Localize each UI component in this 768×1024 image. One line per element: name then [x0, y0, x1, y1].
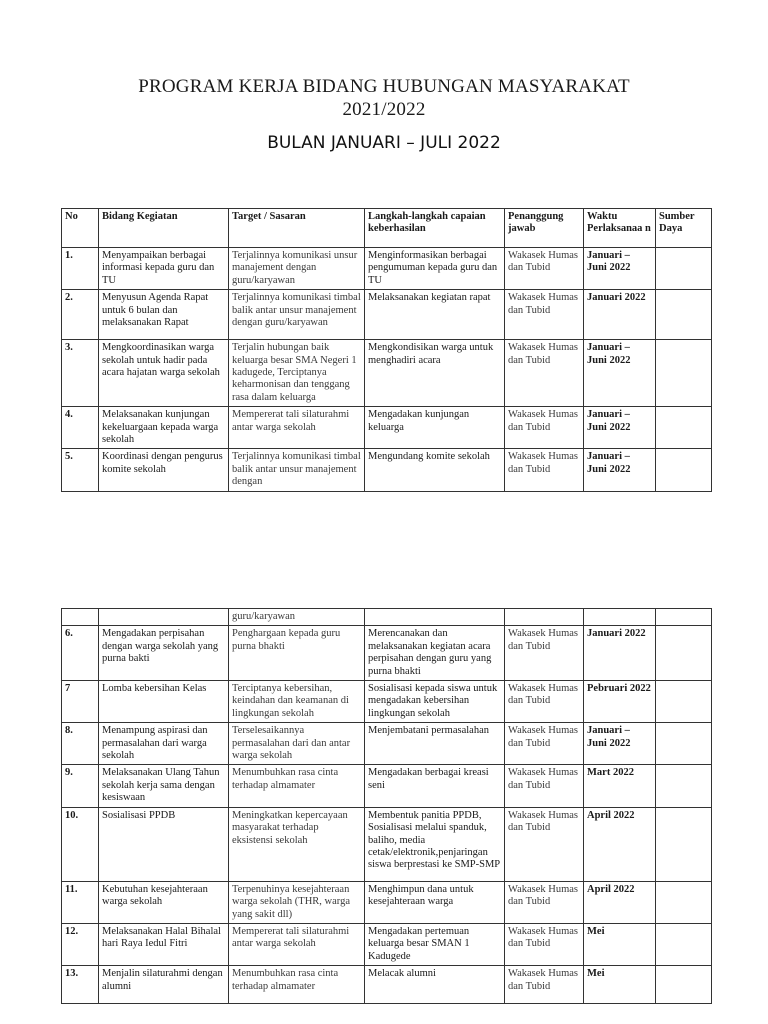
cell-langkah: Mengkondisikan warga untuk menghadiri acara [365, 340, 505, 407]
cell-pj: Wakasek Humas dan Tubid [505, 923, 584, 965]
cell-kegiatan: Menyampaikan berbagai informasi kepada guru dan TU [99, 248, 229, 290]
cell-target: Terselesaikannya permasalahan dari dan antar warga sekolah [229, 723, 365, 765]
cell-kegiatan: Menjalin silaturahmi dengan alumni [99, 966, 229, 1004]
cell-no: 7 [62, 681, 99, 723]
cell-no: 5. [62, 449, 99, 491]
cell-sumber [656, 723, 712, 765]
cell-target: Meningkatkan kepercayaan masyarakat terhadap eksistensi sekolah [229, 807, 365, 881]
cell-waktu: Mei [584, 923, 656, 965]
program-table-page-1 [61, 208, 712, 492]
cell-kegiatan: Mengkoordinasikan warga sekolah untuk hadir pada acara hajatan warga sekolah [99, 340, 229, 407]
cell-no: 11. [62, 881, 99, 923]
cell-kegiatan: Melaksanakan Halal Bihalal hari Raya Iedul Fitri [99, 923, 229, 965]
document-subtitle: BULAN JANUARI – JULI 2022 [267, 133, 501, 153]
cell-target: Terjalinnya komunikasi timbal balik antar unsur manajement dengan [229, 449, 365, 491]
table-row [62, 923, 712, 965]
cell-pj: Wakasek Humas dan Tubid [505, 723, 584, 765]
cell-pj: Wakasek Humas dan Tubid [505, 449, 584, 491]
header-langkah: Langkah-langkah capaian keberhasilan [365, 209, 505, 248]
cell-pj: Wakasek Humas dan Tubid [505, 966, 584, 1004]
cell-langkah: Mengadakan berbagai kreasi seni [365, 765, 505, 807]
cell-sumber [656, 609, 712, 626]
cell-kegiatan: Kebutuhan kesejahteraan warga sekolah [99, 881, 229, 923]
header-sumber: Sumber Daya [656, 209, 712, 248]
cell-no: 13. [62, 966, 99, 1004]
cell-waktu: Januari 2022 [584, 626, 656, 681]
cell-waktu: Januari – Juni 2022 [584, 248, 656, 290]
cell-pj: Wakasek Humas dan Tubid [505, 626, 584, 681]
cell-waktu: Januari – Juni 2022 [584, 407, 656, 449]
cell-no: 4. [62, 407, 99, 449]
cell-sumber [656, 966, 712, 1004]
cell-sumber [656, 881, 712, 923]
cell-langkah: Mengadakan pertemuan keluarga besar SMAN 1 Kadugede [365, 923, 505, 965]
header-kegiatan: Bidang Kegiatan [99, 209, 229, 248]
cell-sumber [656, 807, 712, 881]
cell-sumber [656, 449, 712, 491]
cell-pj: Wakasek Humas dan Tubid [505, 765, 584, 807]
cell-target: Terjalinnya komunikasi unsur manajement dengan guru/karyawan [229, 248, 365, 290]
cell-no: 1. [62, 248, 99, 290]
cell-no: 8. [62, 723, 99, 765]
cell-kegiatan: Mengadakan perpisahan dengan warga sekolah yang purna bakti [99, 626, 229, 681]
cell-target: Terjalinnya komunikasi timbal balik antar unsur manajement dengan guru/karyawan [229, 290, 365, 340]
program-table-page-2 [61, 608, 712, 1004]
cell-pj: Wakasek Humas dan Tubid [505, 807, 584, 881]
cell-target: Terciptanya kebersihan, keindahan dan keamanan di lingkungan sekolah [229, 681, 365, 723]
cell-kegiatan: Menampung aspirasi dan permasalahan dari warga sekolah [99, 723, 229, 765]
cell-pj: Wakasek Humas dan Tubid [505, 407, 584, 449]
cell-kegiatan: Lomba kebersihan Kelas [99, 681, 229, 723]
cell-sumber [656, 923, 712, 965]
cell-no: 6. [62, 626, 99, 681]
cell-sumber [656, 340, 712, 407]
cell-target: Menumbuhkan rasa cinta terhadap almamater [229, 966, 365, 1004]
cell-waktu [584, 609, 656, 626]
cell-kegiatan: Melaksanakan Ulang Tahun sekolah kerja sama dengan kesiswaan [99, 765, 229, 807]
cell-pj: Wakasek Humas dan Tubid [505, 681, 584, 723]
cell-langkah: Melaksanakan kegiatan rapat [365, 290, 505, 340]
cell-target: Mempererat tali silaturahmi antar warga sekolah [229, 923, 365, 965]
cell-sumber [656, 290, 712, 340]
cell-waktu: Januari – Juni 2022 [584, 449, 656, 491]
cell-langkah: Melacak alumni [365, 966, 505, 1004]
cell-target: Menumbuhkan rasa cinta terhadap almamater [229, 765, 365, 807]
cell-target: Mempererat tali silaturahmi antar warga sekolah [229, 407, 365, 449]
cell-no: 3. [62, 340, 99, 407]
table-row [62, 723, 712, 765]
document-year: 2021/2022 [342, 99, 426, 120]
cell-sumber [656, 626, 712, 681]
cell-langkah: Mengundang komite sekolah [365, 449, 505, 491]
cell-langkah: Menghimpun dana untuk kesejahteraan warga [365, 881, 505, 923]
cell-no: 12. [62, 923, 99, 965]
header-target: Target / Sasaran [229, 209, 365, 248]
cell-no: 10. [62, 807, 99, 881]
cell-kegiatan [99, 609, 229, 626]
table-header-row [62, 209, 712, 248]
cell-sumber [656, 407, 712, 449]
cell-kegiatan: Sosialisasi PPDB [99, 807, 229, 881]
cell-waktu: April 2022 [584, 881, 656, 923]
table-row [62, 626, 712, 681]
cell-langkah: Sosialisasi kepada siswa untuk mengadakan kebersihan lingkungan sekolah [365, 681, 505, 723]
table-row [62, 681, 712, 723]
cell-kegiatan: Koordinasi dengan pengurus komite sekolah [99, 449, 229, 491]
cell-no [62, 609, 99, 626]
cell-waktu: Januari 2022 [584, 290, 656, 340]
cell-langkah: Menginformasikan berbagai pengumuman kepada guru dan TU [365, 248, 505, 290]
cell-no: 2. [62, 290, 99, 340]
cell-kegiatan: Menyusun Agenda Rapat untuk 6 bulan dan melaksanakan Rapat [99, 290, 229, 340]
cell-waktu: Mart 2022 [584, 765, 656, 807]
table-row [62, 340, 712, 407]
cell-sumber [656, 681, 712, 723]
cell-langkah: Mengadakan kunjungan keluarga [365, 407, 505, 449]
cell-no: 9. [62, 765, 99, 807]
table-row [62, 290, 712, 340]
cell-waktu: Januari – Juni 2022 [584, 340, 656, 407]
cell-langkah [365, 609, 505, 626]
cell-sumber [656, 765, 712, 807]
cell-sumber [656, 248, 712, 290]
cell-waktu: April 2022 [584, 807, 656, 881]
table-row [62, 407, 712, 449]
cell-target: guru/karyawan [229, 609, 365, 626]
table-row [62, 248, 712, 290]
cell-pj: Wakasek Humas dan Tubid [505, 340, 584, 407]
cell-waktu: Mei [584, 966, 656, 1004]
table-row [62, 449, 712, 491]
cell-kegiatan: Melaksanakan kunjungan kekeluargaan kepada warga sekolah [99, 407, 229, 449]
cell-waktu: Pebruari 2022 [584, 681, 656, 723]
table-row [62, 881, 712, 923]
cell-target: Terjalin hubungan baik keluarga besar SMA Negeri 1 kadugede, Terciptanya keharmonisan dan tenggang rasa dalam keluarga [229, 340, 365, 407]
cell-pj: Wakasek Humas dan Tubid [505, 290, 584, 340]
table-row [62, 966, 712, 1004]
cell-pj: Wakasek Humas dan Tubid [505, 881, 584, 923]
cell-pj: Wakasek Humas dan Tubid [505, 248, 584, 290]
document-title: PROGRAM KERJA BIDANG HUBUNGAN MASYARAKAT [138, 76, 630, 97]
cell-target: Penghargaan kepada guru purna bhakti [229, 626, 365, 681]
header-pj: Penanggung jawab [505, 209, 584, 248]
cell-langkah: Membentuk panitia PPDB, Sosialisasi melalui spanduk, baliho, media cetak/elektronik,penjaringan siswa berprestasi ke SMP-SMP [365, 807, 505, 881]
table-row [62, 765, 712, 807]
cell-langkah: Merencanakan dan melaksanakan kegiatan acara perpisahan dengan guru yang purna bhakti [365, 626, 505, 681]
cell-target: Terpenuhinya kesejahteraan warga sekolah (THR, warga yang sakit dll) [229, 881, 365, 923]
table-row [62, 807, 712, 881]
cell-langkah: Menjembatani permasalahan [365, 723, 505, 765]
header-waktu: Waktu Perlaksanaa n [584, 209, 656, 248]
cell-pj [505, 609, 584, 626]
header-no: No [62, 209, 99, 248]
table-row [62, 609, 712, 626]
cell-waktu: Januari – Juni 2022 [584, 723, 656, 765]
